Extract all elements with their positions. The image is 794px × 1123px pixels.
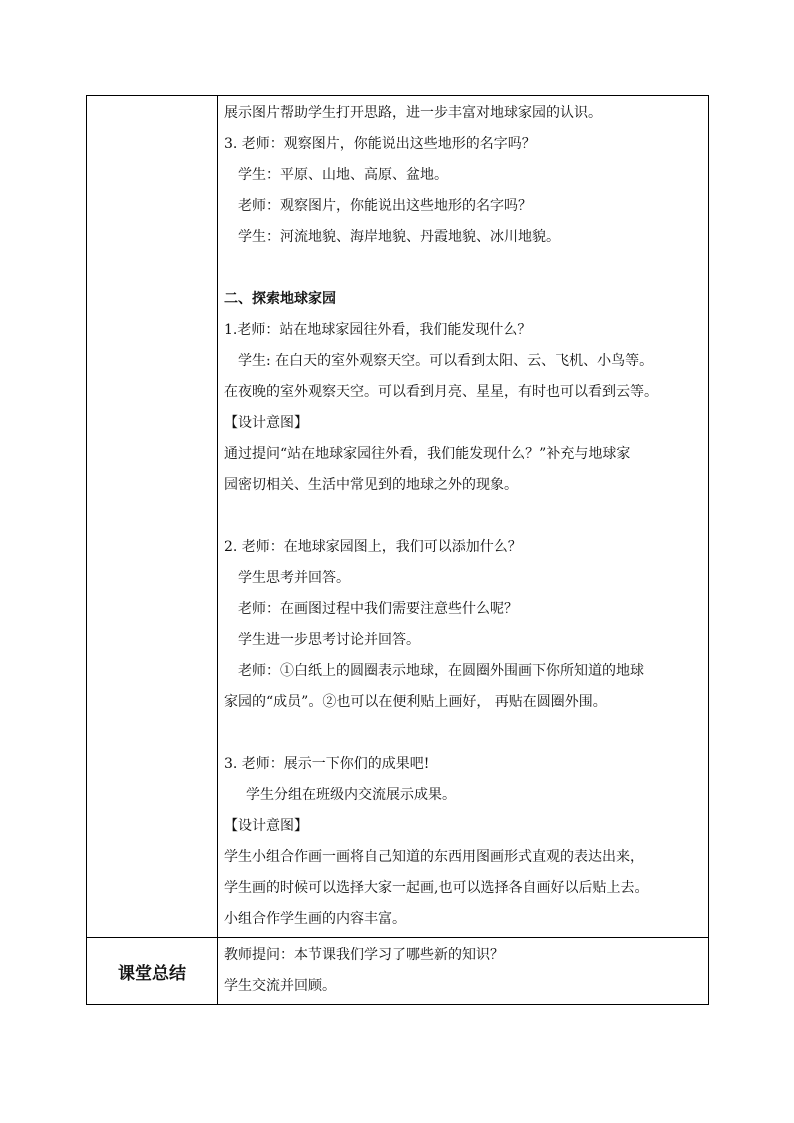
design-intent-heading: 【设计意图】: [224, 818, 308, 834]
process-line: 学生: 在白天的室外观察天空。可以看到太阳、云、飞机、小鸟等。: [238, 353, 654, 369]
process-line: 家园的“成员”。②也可以在便利贴上画好， 再贴在圆圈外围。: [224, 694, 607, 710]
blank-line: [224, 253, 704, 284]
process-line: 学生分组在班级内交流展示成果。: [246, 787, 456, 803]
summary-content-cell: [218, 938, 709, 1005]
blank-line: [224, 718, 704, 749]
process-line: 老师：在画图过程中我们需要注意些什么呢？: [238, 601, 518, 617]
process-line: 学生：平原、山地、高原、盆地。: [238, 167, 448, 183]
process-line: 学生进一步思考讨论并回答。: [238, 632, 420, 648]
summary-line: 教师提问：本节课我们学习了哪些新的知识？: [224, 947, 504, 963]
teaching-process-row: [87, 96, 709, 938]
process-line: 学生思考并回答。: [238, 570, 350, 586]
process-line: 1.老师：站在地球家园往外看，我们能发现什么？: [224, 322, 532, 338]
process-line: 老师：观察图片，你能说出这些地形的名字吗？: [238, 198, 532, 214]
process-line: 学生小组合作画一画将自己知道的东西用图画形式直观的表达出来，: [224, 849, 644, 865]
process-line: 学生画的时候可以选择大家一起画,也可以选择各自画好以后贴上去。: [224, 880, 649, 896]
process-line: 在夜晚的室外观察天空。可以看到月亮、星星，有时也可以看到云等。: [224, 384, 658, 400]
lesson-plan-table: [86, 95, 709, 1005]
process-content-cell: [218, 96, 709, 938]
summary-line: 学生交流并回顾。: [224, 978, 336, 994]
process-line: 老师：①白纸上的圆圈表示地球，在圆圈外围画下你所知道的地球: [238, 663, 644, 679]
design-intent-heading: 【设计意图】: [224, 415, 308, 431]
process-line: 通过提问“站在地球家园往外看，我们能发现什么？”补充与地球家: [224, 446, 631, 462]
process-line: 3. 老师：展示一下你们的成果吧!: [224, 756, 430, 772]
process-line: 展示图片帮助学生打开思路，进一步丰富对地球家园的认识。: [224, 105, 602, 121]
process-line: 园密切相关、生活中常见到的地球之外的现象。: [224, 477, 518, 493]
process-line: 小组合作学生画的内容丰富。: [224, 911, 406, 927]
process-label-cell: [87, 96, 218, 938]
section-heading: 二、探索地球家园: [224, 291, 336, 307]
class-summary-row: [87, 938, 709, 1005]
process-line: 2. 老师：在地球家园图上，我们可以添加什么？: [224, 539, 522, 555]
process-line: 学生：河流地貌、海岸地貌、丹霞地貌、冰川地貌。: [238, 229, 560, 245]
blank-line: [224, 501, 704, 532]
summary-label: 课堂总结: [87, 938, 218, 1005]
process-line: 3. 老师：观察图片，你能说出这些地形的名字吗？: [224, 136, 536, 152]
